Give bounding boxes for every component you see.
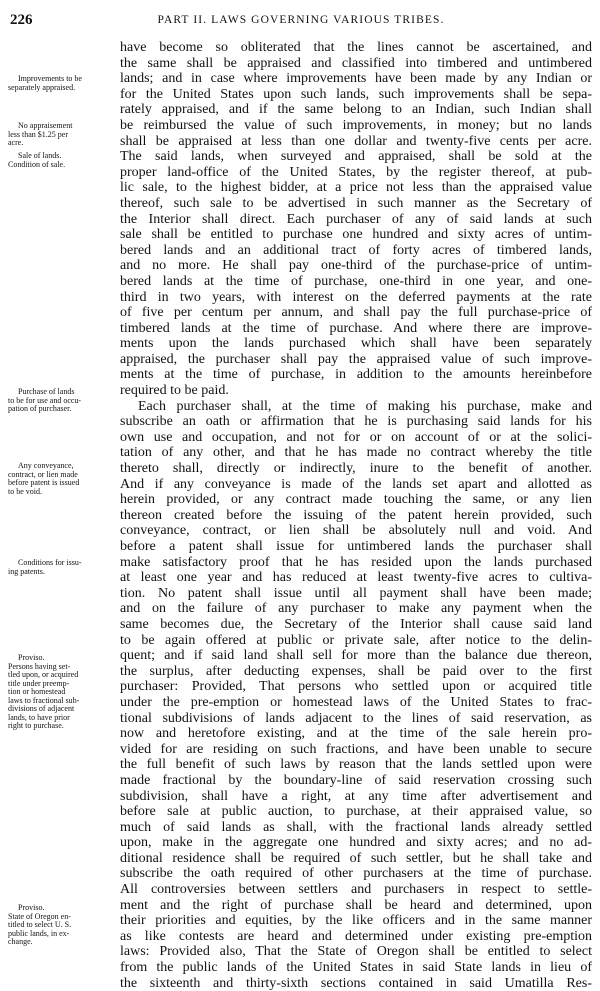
body-line: the same shall be appraised and classified into timbered and untimbered [120,55,592,71]
margin-note-line: Any conveyance, [18,461,74,470]
margin-note-line: right to purchase. [8,721,64,730]
body-line: tion. No patent shall issue until all payment shall have been made; [120,585,592,601]
body-line: much of said lands as shall, with the fractional lands already settled [120,819,592,835]
body-line: third in two years, with interest on the deferred payments at the rate [120,289,592,305]
body-line: as like contests are heard and determined under existing pre-emption [120,928,592,944]
body-line: sale shall be entitled to purchase one hundred and sixty acres of untim- [120,227,592,243]
body-line: make satisfactory proof that he has resided upon the lands purchased [120,554,592,570]
margin-note [8,75,115,92]
body-line: under the pre-emption or homestead laws of the United States to frac- [120,694,592,710]
margin-note-line: titled to select U. S. [8,920,72,929]
body-line: purchaser: Provided, That persons who settled upon or acquired title [120,679,592,695]
body-line: subscribe an oath or affirmation that he is purchasing said lands for his [120,414,592,430]
margin-note-line: State of Oregon en- [8,911,71,921]
margin-note-line: title under preemp- [8,678,70,688]
body-line: tional subdivisions of lands adjacent to the lines of said reservation, as [120,710,592,726]
body-line: and on the failure of any purchaser to make any payment when the [120,601,592,617]
margin-note-line: acre. [8,138,24,147]
body-line: the full benefit of such laws by reason that the lands settled upon were [120,757,592,773]
page-header [10,12,592,32]
body-line: ments upon the lands purchased which shall have been separately [120,336,592,352]
body-line: proper land-office of the United States, by the register thereof, at pub- [120,164,592,180]
margin-note-line: ing patents. [8,566,45,576]
margin-note-line: Proviso. [18,903,45,912]
body-line: subdivision, shall have a right, at any time after advertisement and [120,788,592,804]
body-line: bered lands at the time of purchase, one-third in one year, and one- [120,273,592,289]
body-line: be reimbursed the value of such improvements, in money; but no lands [120,117,592,133]
body-line: made fractional by the boundary-line of said reservation crossing such [120,772,592,788]
margin-note-line: lands, to have prior [8,712,70,722]
margin-note [8,152,115,169]
margin-note-line: Persons having set- [8,661,71,671]
body-line: of five per centum per annum, and shall pay the full purchase-price of [120,305,592,321]
margin-note-line: tion or homestead [8,687,66,696]
body-line: upon, make in the aggregate one hundred and sixty acres; and no ad- [120,835,592,851]
margin-note-line: to be for use and occu- [8,395,82,405]
margin-note [8,122,115,148]
margin-note [8,904,115,947]
body-line: timbered lands at the time of purchase. And where there are improve- [120,320,592,336]
body-line: to be again offered at public or private sale, after notice to the delin- [120,632,592,648]
body-line: lic sale, to the highest bidder, at a price not less than the appraised value [120,180,592,196]
margin-note-line: No appraisement [18,121,73,130]
body-line: for the United States upon such lands, such improvements shall be sepa- [120,86,592,102]
page-number: 226 [10,12,33,28]
margin-note-line: contract, or lien made [8,469,78,479]
body-line: and no more. He shall pay one-third of the purchase-price of untim- [120,258,592,274]
margin-note [8,654,115,731]
body-line: ditional residence shall be required of such settler, but he shall take and [120,850,592,866]
body-line: before sale at public auction, to purchase, at their appraised value, so [120,804,592,820]
body-line: their priorities and equities, by the like officers and in the same manner [120,913,592,929]
body-line: thereto shall, directly or indirectly, inure to the benefit of another. [120,461,592,477]
running-head: PART II. LAWS GOVERNING VARIOUS TRIBES. [157,14,445,26]
margin-note-line: less than $1.25 per [8,129,68,139]
body-line: Each purchaser shall, at the time of making his purchase, make and [138,398,592,414]
body-line: quent; and if said land shall sell for more than the balance due thereon, [120,648,592,664]
body-line: appraised, the purchaser shall pay the appraised value of such improve- [120,351,592,367]
body-text [120,40,592,991]
body-line: the Interior shall direct. Each purchaser of any of said lands at such [120,211,592,227]
body-line: ments at the time of purchase, in addition to the amounts hereinbefore [120,367,592,383]
body-line: laws: Provided also, That the State of Oregon shall be entitled to select [120,944,592,960]
margin-note-line: laws to fractional sub- [8,695,80,705]
body-line: And if any conveyance is made of the lands set apart and allotted as [120,476,592,492]
margin-note [8,388,115,414]
margin-note-line: to be void. [8,486,42,496]
margin-note-line: Improvements to be [18,74,82,83]
body-line: have become so obliterated that the lines cannot be ascertained, and [120,40,592,55]
margin-note [8,559,115,576]
margin-note-line: Conditions for issu- [18,558,82,567]
body-line: the surplus, after deducting expenses, shall be paid over to the first [120,663,592,679]
body-line: thereon created before the issuing of the patent herein provided, such [120,507,592,523]
body-line: required to be paid. [120,383,229,399]
margin-note-line: Condition of sale. [8,159,66,169]
margin-note-line: before patent is issued [8,478,80,487]
body-line: bered lands and an additional tract of forty acres of timbered lands, [120,242,592,258]
body-line: lands; and in case where improvements have been made by any Indian or [120,71,592,87]
margin-note-line: Purchase of lands [18,387,75,396]
body-line: from the public lands of the United States in said State lands in lieu of [120,960,592,976]
body-line: now and heretofore existing, and at the time of the sale herein pro- [120,726,592,742]
margin-note-line: change. [8,937,33,946]
body-line: rately appraised, and if the same belong to an Indian, such Indian shall [120,102,592,118]
body-line: vided for are residing on such fractions, and have been unable to secure [120,741,592,757]
margin-note-line: pation of purchaser. [8,404,72,413]
body-line: herein provided, or any contract made touching the same, or any lien [120,492,592,508]
body-line: own use and occupation, and not for or on account of or at the solici- [120,429,592,445]
body-line: before a patent shall issue for untimbered lands the purchaser shall [120,539,592,554]
body-line: The said lands, when surveyed and appraised, shall be sold at the [120,149,592,165]
body-line: tation of any other, and that he has made no contract whereby the title [120,445,592,461]
body-line: at least one year and has reduced at least twenty-five acres to cultiva- [120,570,592,586]
margin-note-line: divisions of adjacent [8,704,75,713]
body-line: thereof, such sale to be advertised in such manner as the Secretary of [120,195,592,211]
margin-note-line: public lands, in ex- [8,928,70,938]
margin-note-line: separately appraised. [8,82,76,92]
margin-note-line: Proviso. [18,653,45,662]
body-line: conveyance, contract, or lien shall be absolutely null and void. And [120,523,592,539]
body-line: shall be appraised at less than one dollar and twenty-five cents per acre. [120,133,592,149]
body-line: ment and the right of purchase shall be heard and determined, upon [120,897,592,913]
margin-note-line: tled upon, or acquired [8,670,79,679]
body-line: same becomes due, the Secretary of the Interior shall cause said land [120,616,592,632]
margin-note-line: Sale of lands. [18,151,62,160]
margin-note [8,462,115,496]
body-line: subscribe the oath required of other purchasers at the time of purchase. [120,866,592,882]
body-line: the sixteenth and thirty-sixth sections contained in said Umatilla Res- [120,975,592,991]
body-line: All controversies between settlers and purchasers in respect to settle- [120,882,592,898]
